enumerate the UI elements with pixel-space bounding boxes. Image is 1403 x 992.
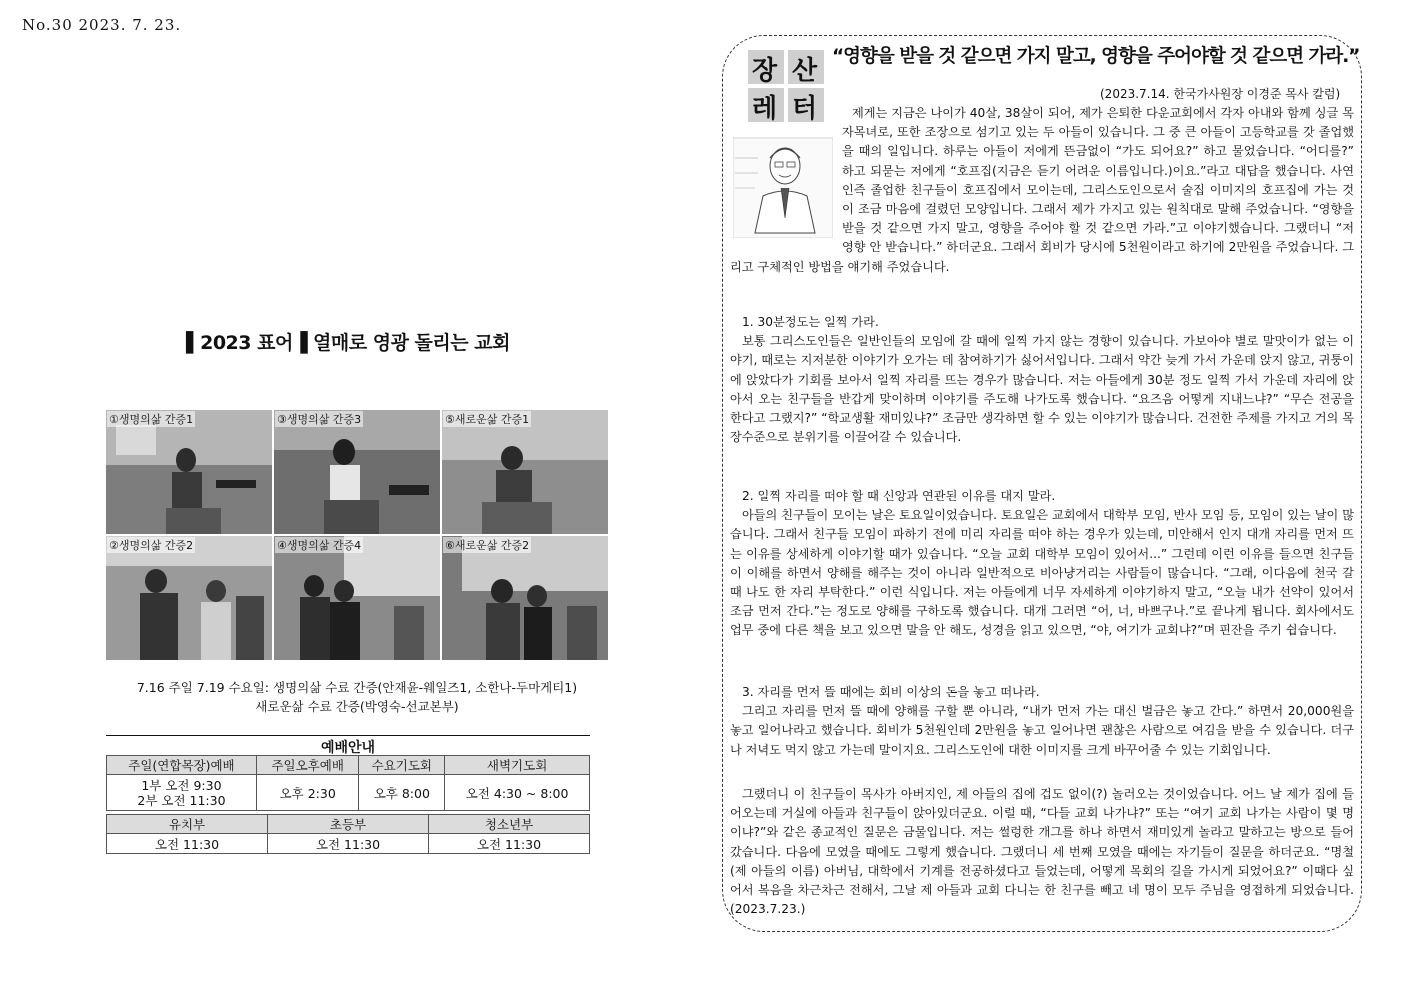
photo-grid	[106, 410, 608, 662]
section-1-heading: 1. 30분정도는 일찍 가라.	[742, 315, 879, 329]
section-1	[730, 313, 1354, 447]
section-2	[730, 487, 1354, 641]
dawn-time: 오전 4:30 ~ 8:00	[445, 775, 590, 811]
photo-testimony-2	[106, 536, 272, 660]
header-dawn-prayer: 새벽기도회	[445, 756, 590, 775]
photo-label: ②생명의삶 간증2	[109, 539, 194, 552]
photo-label: ④생명의삶 간증4	[277, 539, 362, 552]
photo-testimony-3	[274, 410, 440, 534]
header-youth: 청소년부	[429, 815, 590, 834]
wednesday-time: 오후 8:00	[359, 775, 445, 811]
section-3-body: 그리고 자리를 먼저 뜰 때에 양해를 구할 뿐 아니라, “내가 먼저 가는 대신 벌금은 놓고 간다.” 하면서 20,000원을 놓고 일어나라고 했습니다. 회비가 5천원인데 2만원을 놓고 일어나면 괜찮은 사람으로 여김을 받을 수 있습니다. 더구나 저녁도 먹지 않고 가는데 말이지요. 그리스도인에 대한 이미지를 크게 바꾸어줄 수 있는 기회입니다.	[730, 704, 1354, 757]
service-time-1: 1부 오전 9:30	[141, 777, 222, 793]
intro-text: 제게는 지금은 나이가 40살, 38살이 되어, 제가 은퇴한 다운교회에서 각자 아내와 함께 싱글 목자목녀로, 또한 조장으로 섬기고 있는 두 아들이 있습니다. 그 중 큰 아들이 고등학교를 갓 졸업했을 때의 일입니다. 하루는 아들이 저에게 뜬금없이 “가도 되어요?” 하고 물었습니다. “어디를?” 하고 되묻는 저에게 “호프집(지금은 듣기 어려운 이름입니다.)이요.”라고 대답을 했습니다. 사연인즉 졸업한 친구들이 호프집에서 모이는데, 그리스도인으로서 술집 이미지의 호프집에 가는 것이 조금 마음에 걸렸던 모양입니다. 그래서 제가 가지고 있는 원칙대로 말해 주었습니다. “영향을 받을 것 같으면 가지 말고, 영향을 주어야 할 것 같으면 가라.”고 이야기했습니다. 그랬더니 “저 영향 안 받습니다.” 하더군요. 그래서 회비가 당시에 5천원이라고 하기에 2만원을 주었습니다. 그리고 구체적인 방법을 얘기해 주었습니다.	[730, 106, 1354, 274]
section-2-heading: 2. 일찍 자리를 떠야 할 때 신앙과 연관된 이유를 대지 말라.	[742, 489, 1056, 503]
worship-title: 예배안내	[106, 735, 590, 755]
section-2-body: 아들의 친구들이 모이는 날은 토요일이었습니다. 토요일은 교회에서 대학부 모임, 반사 모임 등, 모임이 있는 날이 많습니다. 그래서 친구들 모임이 파하기 전에 미리 자리를 떠야 하는 경우가 있는데, 미안해서 인지 대개 자리를 먼저 뜨는 이유를 상세하게 이야기할 때가 있습니다. “오늘 교회 대학부 모임이 있어서...” 그런데 이런 이유를 들으면 친구들이 이해를 하면서 양해를 해주는 것이 아니라 일반적으로 비아냥거리는 사람들이 많습니다. “그래, 이다음에 천국 갈 때 나도 한 자리 부탁한다.” 이런 식입니다. 저는 아들에게 너무 자세하게 이야기하지 말고, “오늘 내가 선약이 있어서 조금 먼저 간다.”는 정도로 양해를 구하도록 했습니다. 대개 그러면 “어, 너, 바쁘구나.”로 끝나게 됩니다. 회사에서도 업무 중에 다른 책을 보고 있으면 말을 안 해도, 성경을 읽고 있으면, “야, 여기가 교회냐?”며 핀잔을 주기 쉽습니다.	[730, 508, 1354, 638]
section-conclusion	[730, 785, 1354, 919]
sunday-service-times	[107, 775, 257, 811]
section-3-heading: 3. 자리를 먼저 뜰 때에는 회비 이상의 돈을 놓고 떠나라.	[742, 685, 1040, 699]
youth-time: 오전 11:30	[429, 834, 590, 854]
header-wednesday-prayer: 수요기도회	[359, 756, 445, 775]
letter-intro	[730, 104, 1354, 277]
service-time-2: 2부 오전 11:30	[137, 792, 226, 808]
photo-label: ⑥새로운삶 간증2	[445, 539, 530, 552]
photo-caption-line2: 새로운삶 수료 간증(박영숙-선교본부)	[255, 699, 459, 714]
afternoon-time: 오후 2:30	[256, 775, 359, 811]
kindergarten-time: 오전 11:30	[107, 834, 268, 854]
worship-table	[106, 755, 590, 811]
header-kindergarten: 유치부	[107, 815, 268, 834]
annual-motto: ▌2023 표어▐ 열매로 영광 돌리는 교회	[186, 332, 510, 354]
worship-schedule	[106, 735, 590, 854]
conclusion-body: 그랬더니 이 친구들이 목사가 아버지인, 제 아들의 집에 겁도 없이(?) 놀러오는 것이었습니다. 어느 날 제가 집에 들어오는데 거실에 아들과 친구들이 앉아있더군요. 이럴 때, “다들 교회 나가냐?” 또는 “여기 교회 나가는 사람이 몇 명이냐?”와 같은 종교적인 질문은 금물입니다. 저는 썰렁한 개그를 하나 하면서 재미있게 놀라고 말하고는 방으로 들어갔습니다. 다음에 모였을 때에도 그렇게 했습니다. 그랬더니 세 번째 모였을 때에는 자기들이 질문을 하더군요. “명철(제 아들의 이름) 아버님, 대학에서 기계를 전공하셨다고 들었는데, 어떻게 목회의 길을 가시게 되었어요?” 이때다 싶어서 복음을 차근차근 전해서, 그날 제 아들과 교회 다니는 한 친구를 빼고 네 명이 모두 주님을 영접하게 되었습니다.(2023.7.23.)	[730, 787, 1354, 917]
photo-label: ①생명의삶 간증1	[109, 413, 194, 426]
badge-char-1: 장	[752, 56, 778, 86]
issue-date: No.30 2023. 7. 23.	[22, 16, 182, 34]
photo-new-life-2	[442, 536, 608, 660]
badge-char-4: 터	[792, 94, 818, 124]
photo-testimony-4	[274, 536, 440, 660]
section-1-body: 보통 그리스도인들은 일반인들의 모임에 갈 때에 일찍 가지 않는 경향이 있습니다. 가보아야 별로 말맛이가 없는 이야기, 때로는 지저분한 이야기가 오가는 데 참여하기가 싫어서입니다. 그래서 약간 늦게 가서 가운데 앉지 않고, 귀퉁이에 앉았다가 기회를 보아서 일찍 자리를 뜨는 경우가 많습니다. 저는 아들에게 30분 정도 일찍 가서 가운데 자리에 앉아서 오는 친구들을 반갑게 맞이하며 이야기를 주도해 나가도록 했습니다. “요즈음 어떻게 지내느냐?” “무슨 전공을 한다고 그랬지?” “학교생활 재미있냐?” 조금만 생각하면 할 수 있는 이야기가 많습니다. 건전한 주제를 가지고 거의 목장수준으로 분위기를 이끌어갈 수 있습니다.	[730, 334, 1354, 445]
badge-char-3: 레	[752, 94, 778, 124]
photo-label: ⑤새로운삶 간증1	[445, 413, 530, 426]
header-elementary: 초등부	[268, 815, 429, 834]
department-table	[106, 814, 590, 854]
intro-float-spacer	[730, 104, 842, 252]
header-sunday-service: 주일(연합목장)예배	[107, 756, 257, 775]
badge-char-2: 산	[792, 56, 818, 86]
elementary-time: 오전 11:30	[268, 834, 429, 854]
header-sunday-afternoon: 주일오후예배	[256, 756, 359, 775]
letter-byline: (2023.7.14. 한국가사원장 이경준 목사 칼럼)	[1100, 87, 1341, 101]
photo-new-life-1	[442, 410, 608, 534]
section-3	[730, 683, 1354, 760]
photo-label: ③생명의삶 간증3	[277, 413, 362, 426]
letter-title: “영향을 받을 것 같으면 가지 말고, 영향을 주어야할 것 같으면 가라.”	[832, 46, 1360, 67]
photo-caption-line1: 7.16 주일 7.19 수요일: 생명의삶 수료 간증(안재윤-웨일즈1, 소한나-두마게티1)	[136, 680, 578, 695]
photo-testimony-1	[106, 410, 272, 534]
